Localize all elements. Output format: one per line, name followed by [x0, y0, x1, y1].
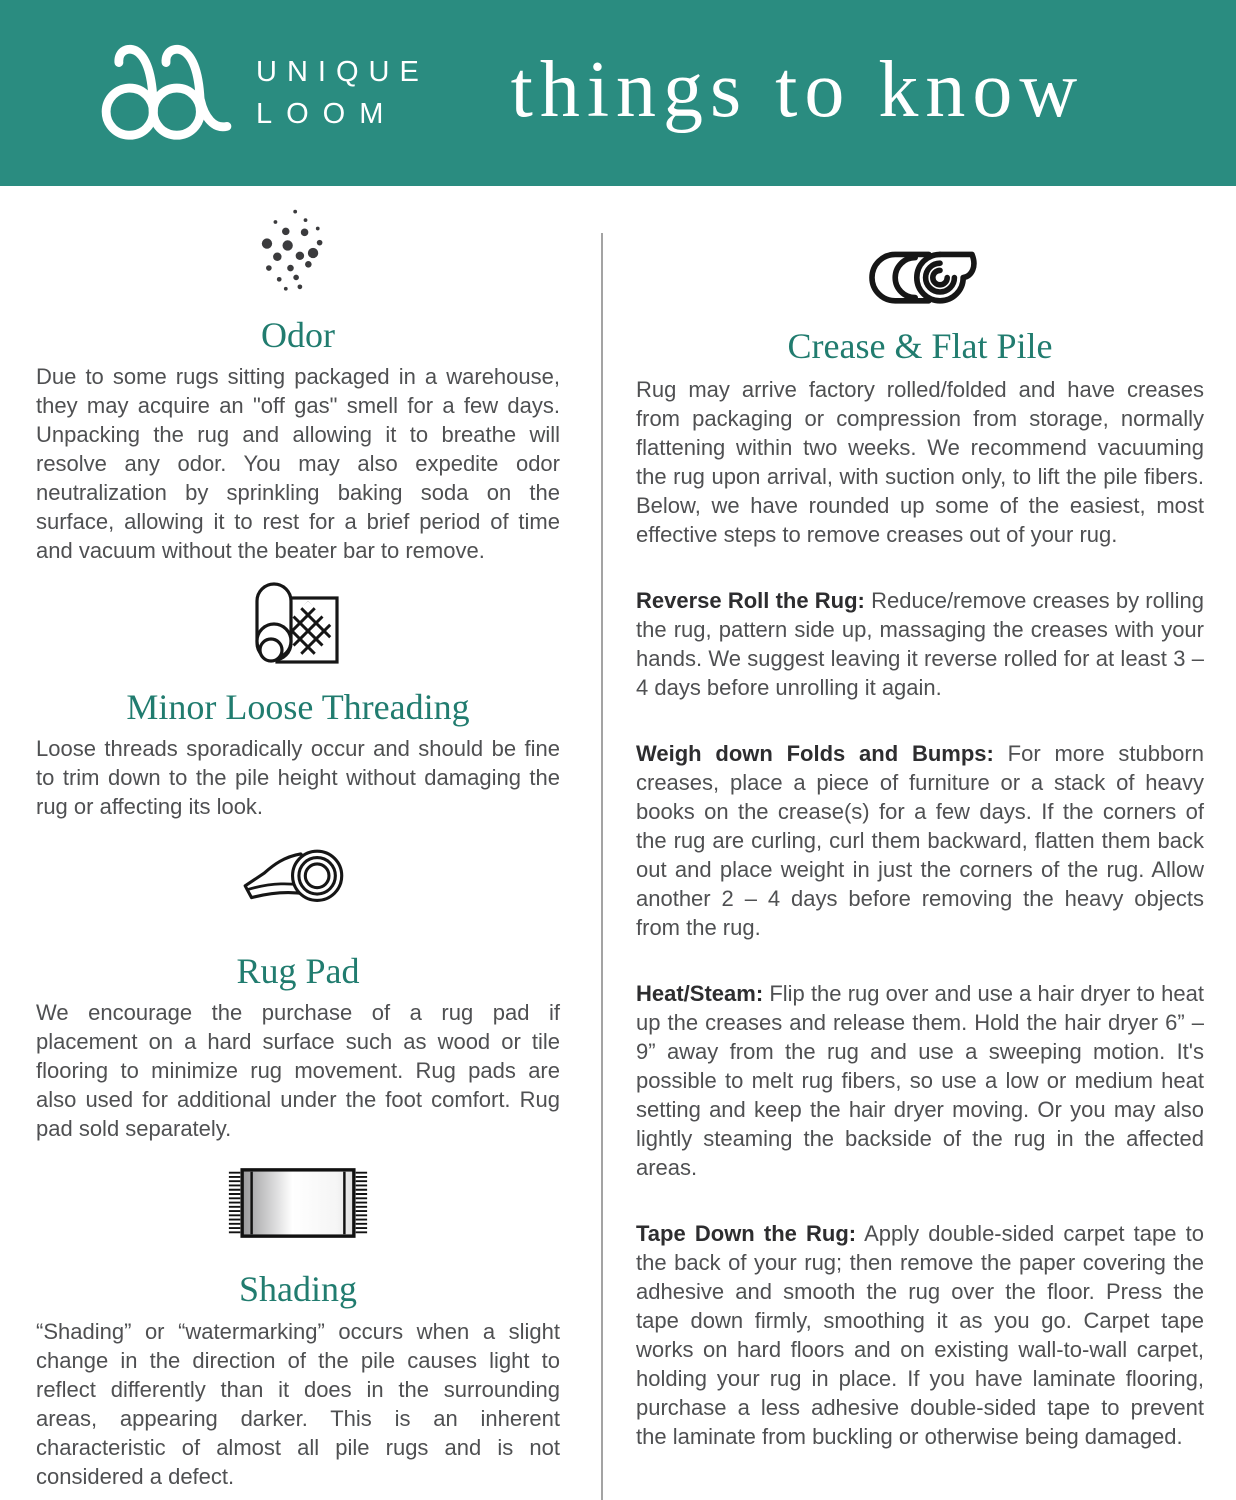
brand-name-line2: LOOM [256, 98, 398, 130]
tip-weigh-down [636, 739, 1204, 942]
section-heading-odor: Odor [261, 315, 335, 355]
tip-label: Reverse Roll the Rug: [636, 588, 865, 614]
section-heading-crease: Crease & Flat Pile [787, 326, 1053, 366]
tip-text: Flip the rug over and use a hair dryer to heat up the creases and release them. Hold the hair dryer 6” – 9” away from the rug and use a sweeping motion. It's possible to melt rug fibers, so use a low or medium heat setting and keep the hair dryer moving. Or you may also lightly steaming the backside of the rug in the affected areas. [636, 981, 1204, 1181]
tip-text: For more stubborn creases, place a piece of furniture or a stack of heavy books on the crease(s) for a few days. If the corners of the rug are curling, curl them backward, flatten them back out and place weight in just the corners of the rug. Allow another 2 – 4 days before removing the heavy objects from the rug. [636, 741, 1204, 941]
section-heading-threading: Minor Loose Threading [126, 687, 470, 728]
odor-dots-icon [36, 205, 560, 301]
left-column [36, 186, 560, 1491]
column-divider [601, 233, 603, 1500]
rug-pad-roll-icon [36, 843, 560, 925]
fringed-rug-icon [36, 1165, 560, 1241]
tip-heat-steam [636, 979, 1204, 1182]
tip-label: Weigh down Folds and Bumps: [636, 741, 994, 767]
section-heading-shading: Shading [238, 1269, 357, 1310]
right-column [636, 186, 1204, 1451]
tip-text: Apply double-sided carpet tape to the back of your rug; then remove the paper covering the adhesive and smooth the rug over the floor. Press the tape down firmly, smoothing it as you go. Carpet tape works on hard floors and on existing wall-to-wall carpet, holding your rug in place. If you have laminate flooring, purchase a less adhesive double-sided tape to prevent the laminate from buckling or otherwise being damaged. [636, 1221, 1204, 1450]
tip-label: Tape Down the Rug: [636, 1221, 857, 1247]
header-banner [0, 0, 1236, 186]
rolled-rug-spiral-icon [636, 244, 1204, 298]
tip-reverse-roll [636, 586, 1204, 702]
tip-text: Reduce/remove creases by rolling the rug, pattern side up, massaging the creases with your hands. We suggest leaving it reverse rolled for at least 3 – 4 days before unrolling it again. [636, 588, 1204, 701]
section-body-rug-pad: We encourage the purchase of a rug pad if placement on a hard surface such as wood or tile flooring to minimize rug movement. Rug pads are also used for additional under the foot comfort. Rug pad sold separately. [36, 1000, 560, 1142]
unique-loom-logo-icon [98, 39, 236, 147]
rolled-rug-crosshatch-icon [36, 577, 560, 679]
tip-label: Heat/Steam: [636, 981, 764, 1007]
section-body-odor: Due to some rugs sitting packaged in a warehouse, they may acquire an "off gas" smell for a few days. Unpacking the rug and allowing it to breathe will resolve any odor. You may also expedite odor neutralization by sprinkling baking soda on the surface, allowing it to rest for a brief period of time and vacuum without the beater bar to remove. [36, 364, 560, 564]
brand-name [256, 51, 429, 135]
section-body-shading: “Shading” or “watermarking” occurs when a slight change in the direction of the pile causes light to reflect differently than it does in the surrounding areas, appearing darker. This is an inherent characteristic of almost all pile rugs and is not considered a defect. [36, 1318, 560, 1489]
brand [98, 39, 429, 147]
section-intro-crease: Rug may arrive factory rolled/folded and have creases from packaging or compression from storage, normally flattening within two weeks. We recommend vacuuming the rug upon arrival, with suction only, to lift the pile fibers. Below, we have rounded up some of the easiest, most effective steps to remove creases out of your rug. [636, 377, 1204, 548]
tip-tape-down [636, 1219, 1204, 1451]
brand-name-line1: UNIQUE [256, 55, 429, 88]
section-body-threading: Loose threads sporadically occur and should be fine to trim down to the pile height without damaging the rug or affecting its look. [36, 735, 560, 819]
section-heading-rug-pad: Rug Pad [236, 950, 360, 991]
page-title: things to know [510, 46, 1085, 134]
